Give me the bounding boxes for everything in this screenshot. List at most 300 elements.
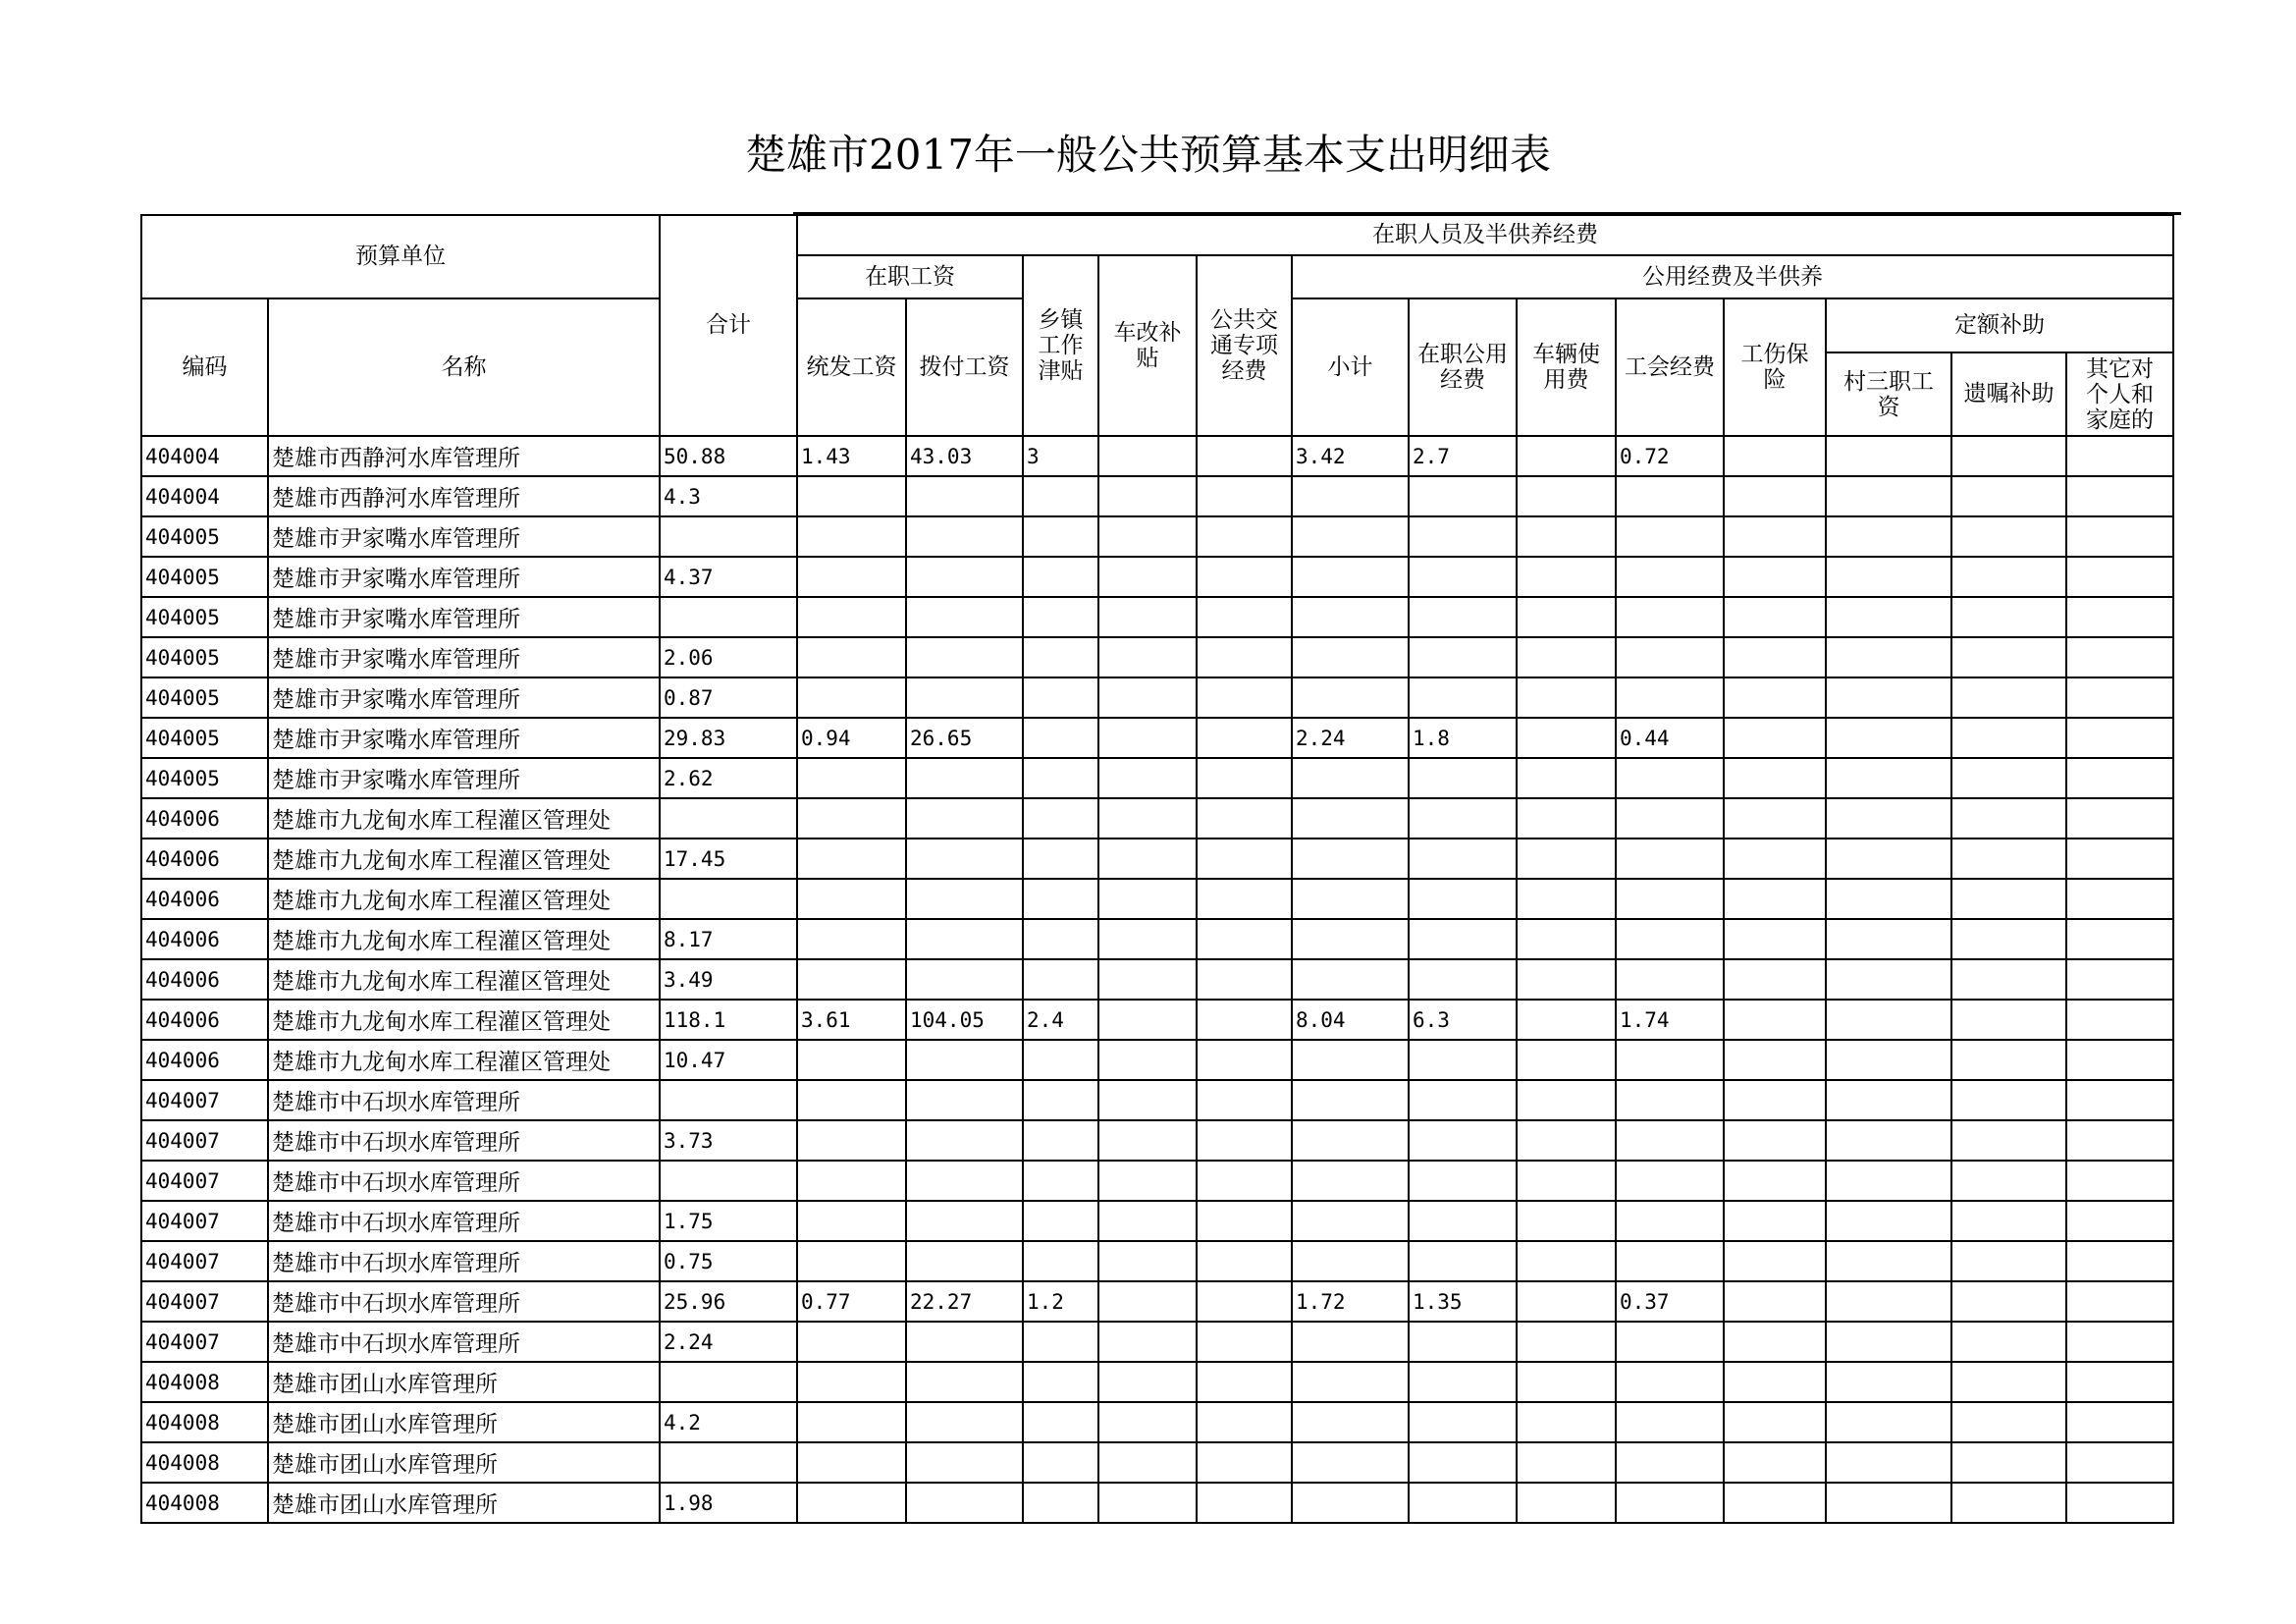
allocated-salary-cell bbox=[906, 1362, 1023, 1402]
union-fee-cell bbox=[1616, 1161, 1724, 1201]
transport-fund-cell bbox=[1197, 1040, 1292, 1080]
total-cell: 2.24 bbox=[660, 1322, 797, 1362]
transport-fund-cell bbox=[1197, 1281, 1292, 1322]
subtotal-cell bbox=[1292, 798, 1409, 839]
village-staff-cell bbox=[1826, 1000, 1951, 1040]
town-allowance-cell bbox=[1023, 1120, 1098, 1161]
header-injury-insurance-text: 工伤保险 bbox=[1740, 342, 1809, 393]
budget-table bbox=[140, 214, 2174, 1524]
transport-fund-cell bbox=[1197, 476, 1292, 516]
survivor-subsidy-cell bbox=[1951, 1161, 2066, 1201]
total-cell: 50.88 bbox=[660, 436, 797, 476]
header-transport-fund-text: 公共交通专项经费 bbox=[1210, 307, 1278, 384]
allocated-salary-cell bbox=[906, 1161, 1023, 1201]
transport-fund-cell bbox=[1197, 1120, 1292, 1161]
total-cell: 17.45 bbox=[660, 839, 797, 879]
allocated-salary-cell bbox=[906, 1120, 1023, 1161]
village-staff-cell bbox=[1826, 1080, 1951, 1120]
name-cell: 楚雄市中石坝水库管理所 bbox=[268, 1120, 660, 1161]
union-fee-cell bbox=[1616, 677, 1724, 718]
union-fee-cell bbox=[1616, 1120, 1724, 1161]
code-cell: 404005 bbox=[141, 718, 268, 758]
name-cell: 楚雄市九龙甸水库工程灌区管理处 bbox=[268, 1000, 660, 1040]
town-allowance-cell bbox=[1023, 677, 1098, 718]
name-cell: 楚雄市尹家嘴水库管理所 bbox=[268, 637, 660, 677]
subtotal-cell bbox=[1292, 1201, 1409, 1241]
survivor-subsidy-cell bbox=[1951, 1402, 2066, 1442]
vehicle-fee-cell bbox=[1517, 1362, 1616, 1402]
total-cell: 2.62 bbox=[660, 758, 797, 798]
unified-salary-cell bbox=[797, 557, 906, 597]
header-injury-insurance bbox=[1724, 298, 1826, 436]
header-budget-unit: 预算单位 bbox=[141, 215, 660, 298]
car-reform-cell bbox=[1098, 476, 1197, 516]
survivor-subsidy-cell bbox=[1951, 436, 2066, 476]
subtotal-cell bbox=[1292, 1120, 1409, 1161]
other-family-cell bbox=[2066, 1120, 2173, 1161]
unified-salary-cell bbox=[797, 476, 906, 516]
table-row bbox=[141, 919, 2173, 959]
other-family-cell bbox=[2066, 959, 2173, 1000]
header-salary: 在职工资 bbox=[797, 255, 1023, 298]
transport-fund-cell bbox=[1197, 436, 1292, 476]
injury-insurance-cell bbox=[1724, 1322, 1826, 1362]
village-staff-cell bbox=[1826, 436, 1951, 476]
survivor-subsidy-cell bbox=[1951, 1322, 2066, 1362]
staff-public-funds-cell bbox=[1409, 798, 1517, 839]
other-family-cell bbox=[2066, 436, 2173, 476]
injury-insurance-cell bbox=[1724, 1080, 1826, 1120]
survivor-subsidy-cell bbox=[1951, 839, 2066, 879]
injury-insurance-cell bbox=[1724, 516, 1826, 557]
car-reform-cell bbox=[1098, 1120, 1197, 1161]
code-cell: 404007 bbox=[141, 1080, 268, 1120]
allocated-salary-cell bbox=[906, 557, 1023, 597]
transport-fund-cell bbox=[1197, 637, 1292, 677]
other-family-cell bbox=[2066, 758, 2173, 798]
vehicle-fee-cell bbox=[1517, 436, 1616, 476]
union-fee-cell bbox=[1616, 1483, 1724, 1523]
vehicle-fee-cell bbox=[1517, 1442, 1616, 1483]
vehicle-fee-cell bbox=[1517, 758, 1616, 798]
table-row bbox=[141, 476, 2173, 516]
staff-public-funds-cell: 2.7 bbox=[1409, 436, 1517, 476]
unified-salary-cell bbox=[797, 1120, 906, 1161]
transport-fund-cell bbox=[1197, 798, 1292, 839]
staff-public-funds-cell bbox=[1409, 637, 1517, 677]
header-car-reform-text: 车改补贴 bbox=[1113, 320, 1182, 371]
car-reform-cell bbox=[1098, 436, 1197, 476]
transport-fund-cell bbox=[1197, 839, 1292, 879]
allocated-salary-cell bbox=[906, 959, 1023, 1000]
unified-salary-cell bbox=[797, 1362, 906, 1402]
unified-salary-cell: 0.94 bbox=[797, 718, 906, 758]
vehicle-fee-cell bbox=[1517, 879, 1616, 919]
allocated-salary-cell: 104.05 bbox=[906, 1000, 1023, 1040]
vehicle-fee-cell bbox=[1517, 1241, 1616, 1281]
car-reform-cell bbox=[1098, 516, 1197, 557]
town-allowance-cell bbox=[1023, 718, 1098, 758]
injury-insurance-cell bbox=[1724, 436, 1826, 476]
union-fee-cell bbox=[1616, 637, 1724, 677]
vehicle-fee-cell bbox=[1517, 1161, 1616, 1201]
other-family-cell bbox=[2066, 1442, 2173, 1483]
total-cell: 1.98 bbox=[660, 1483, 797, 1523]
table-row bbox=[141, 677, 2173, 718]
unified-salary-cell bbox=[797, 879, 906, 919]
table-row bbox=[141, 1161, 2173, 1201]
village-staff-cell bbox=[1826, 516, 1951, 557]
code-cell: 404007 bbox=[141, 1201, 268, 1241]
unified-salary-cell bbox=[797, 1161, 906, 1201]
table-row bbox=[141, 798, 2173, 839]
transport-fund-cell bbox=[1197, 1000, 1292, 1040]
injury-insurance-cell bbox=[1724, 879, 1826, 919]
subtotal-cell bbox=[1292, 1241, 1409, 1281]
name-cell: 楚雄市中石坝水库管理所 bbox=[268, 1322, 660, 1362]
car-reform-cell bbox=[1098, 1442, 1197, 1483]
header-subtotal: 小计 bbox=[1292, 298, 1409, 436]
table-row bbox=[141, 637, 2173, 677]
village-staff-cell bbox=[1826, 758, 1951, 798]
unified-salary-cell bbox=[797, 758, 906, 798]
header-public-funds: 公用经费及半供养 bbox=[1292, 255, 2173, 298]
vehicle-fee-cell bbox=[1517, 1483, 1616, 1523]
injury-insurance-cell bbox=[1724, 1281, 1826, 1322]
survivor-subsidy-cell bbox=[1951, 1080, 2066, 1120]
injury-insurance-cell bbox=[1724, 1483, 1826, 1523]
name-cell: 楚雄市尹家嘴水库管理所 bbox=[268, 718, 660, 758]
page-title: 楚雄市2017年一般公共预算基本支出明细表 bbox=[745, 131, 1551, 179]
car-reform-cell bbox=[1098, 1322, 1197, 1362]
unified-salary-cell: 0.77 bbox=[797, 1281, 906, 1322]
survivor-subsidy-cell bbox=[1951, 959, 2066, 1000]
name-cell: 楚雄市尹家嘴水库管理所 bbox=[268, 597, 660, 637]
vehicle-fee-cell bbox=[1517, 959, 1616, 1000]
survivor-subsidy-cell bbox=[1951, 597, 2066, 637]
name-cell: 楚雄市团山水库管理所 bbox=[268, 1483, 660, 1523]
village-staff-cell bbox=[1826, 1281, 1951, 1322]
town-allowance-cell bbox=[1023, 1442, 1098, 1483]
transport-fund-cell bbox=[1197, 1080, 1292, 1120]
staff-public-funds-cell bbox=[1409, 1483, 1517, 1523]
subtotal-cell bbox=[1292, 1161, 1409, 1201]
survivor-subsidy-cell bbox=[1951, 1362, 2066, 1402]
table-row bbox=[141, 1402, 2173, 1442]
header-unified-salary: 统发工资 bbox=[797, 298, 906, 436]
table-row bbox=[141, 1120, 2173, 1161]
survivor-subsidy-cell bbox=[1951, 677, 2066, 718]
total-cell: 0.87 bbox=[660, 677, 797, 718]
other-family-cell bbox=[2066, 1080, 2173, 1120]
subtotal-cell bbox=[1292, 879, 1409, 919]
unified-salary-cell bbox=[797, 798, 906, 839]
car-reform-cell bbox=[1098, 718, 1197, 758]
union-fee-cell bbox=[1616, 516, 1724, 557]
village-staff-cell bbox=[1826, 557, 1951, 597]
survivor-subsidy-cell bbox=[1951, 758, 2066, 798]
header-vehicle-fee bbox=[1517, 298, 1616, 436]
union-fee-cell: 1.74 bbox=[1616, 1000, 1724, 1040]
union-fee-cell: 0.44 bbox=[1616, 718, 1724, 758]
injury-insurance-cell bbox=[1724, 1040, 1826, 1080]
table-row bbox=[141, 1000, 2173, 1040]
header-code: 编码 bbox=[141, 298, 268, 436]
union-fee-cell: 0.72 bbox=[1616, 436, 1724, 476]
header-total: 合计 bbox=[660, 215, 797, 436]
total-cell bbox=[660, 597, 797, 637]
village-staff-cell bbox=[1826, 637, 1951, 677]
survivor-subsidy-cell bbox=[1951, 879, 2066, 919]
vehicle-fee-cell bbox=[1517, 1322, 1616, 1362]
survivor-subsidy-cell bbox=[1951, 1241, 2066, 1281]
other-family-cell bbox=[2066, 1040, 2173, 1080]
town-allowance-cell: 3 bbox=[1023, 436, 1098, 476]
village-staff-cell bbox=[1826, 677, 1951, 718]
table-row bbox=[141, 718, 2173, 758]
header-village-staff-text: 村三职工资 bbox=[1843, 368, 1934, 420]
other-family-cell bbox=[2066, 718, 2173, 758]
other-family-cell bbox=[2066, 1161, 2173, 1201]
table-row bbox=[141, 1442, 2173, 1483]
table-row bbox=[141, 1362, 2173, 1402]
subtotal-cell bbox=[1292, 959, 1409, 1000]
total-cell bbox=[660, 1442, 797, 1483]
town-allowance-cell bbox=[1023, 637, 1098, 677]
town-allowance-cell bbox=[1023, 597, 1098, 637]
car-reform-cell bbox=[1098, 959, 1197, 1000]
unified-salary-cell bbox=[797, 1442, 906, 1483]
code-cell: 404005 bbox=[141, 597, 268, 637]
union-fee-cell bbox=[1616, 476, 1724, 516]
survivor-subsidy-cell bbox=[1951, 476, 2066, 516]
car-reform-cell bbox=[1098, 1000, 1197, 1040]
total-cell: 10.47 bbox=[660, 1040, 797, 1080]
code-cell: 404005 bbox=[141, 637, 268, 677]
header-staff-public-funds bbox=[1409, 298, 1517, 436]
staff-public-funds-cell bbox=[1409, 597, 1517, 637]
staff-public-funds-cell bbox=[1409, 1442, 1517, 1483]
subtotal-cell bbox=[1292, 1080, 1409, 1120]
vehicle-fee-cell bbox=[1517, 718, 1616, 758]
header-vehicle-fee-text: 车辆使用费 bbox=[1532, 342, 1600, 393]
car-reform-cell bbox=[1098, 758, 1197, 798]
village-staff-cell bbox=[1826, 959, 1951, 1000]
staff-public-funds-cell: 1.8 bbox=[1409, 718, 1517, 758]
staff-public-funds-cell bbox=[1409, 476, 1517, 516]
other-family-cell bbox=[2066, 516, 2173, 557]
code-cell: 404008 bbox=[141, 1362, 268, 1402]
subtotal-cell: 8.04 bbox=[1292, 1000, 1409, 1040]
transport-fund-cell bbox=[1197, 677, 1292, 718]
code-cell: 404007 bbox=[141, 1120, 268, 1161]
staff-public-funds-cell bbox=[1409, 1201, 1517, 1241]
union-fee-cell bbox=[1616, 758, 1724, 798]
allocated-salary-cell bbox=[906, 1040, 1023, 1080]
other-family-cell bbox=[2066, 919, 2173, 959]
union-fee-cell bbox=[1616, 879, 1724, 919]
staff-public-funds-cell bbox=[1409, 1161, 1517, 1201]
allocated-salary-cell bbox=[906, 1322, 1023, 1362]
staff-public-funds-cell: 1.35 bbox=[1409, 1281, 1517, 1322]
transport-fund-cell bbox=[1197, 597, 1292, 637]
allocated-salary-cell: 22.27 bbox=[906, 1281, 1023, 1322]
code-cell: 404004 bbox=[141, 476, 268, 516]
subtotal-cell bbox=[1292, 557, 1409, 597]
total-cell: 3.73 bbox=[660, 1120, 797, 1161]
village-staff-cell bbox=[1826, 476, 1951, 516]
town-allowance-cell: 2.4 bbox=[1023, 1000, 1098, 1040]
injury-insurance-cell bbox=[1724, 959, 1826, 1000]
allocated-salary-cell bbox=[906, 798, 1023, 839]
survivor-subsidy-cell bbox=[1951, 1281, 2066, 1322]
total-cell bbox=[660, 879, 797, 919]
town-allowance-cell bbox=[1023, 1040, 1098, 1080]
staff-public-funds-cell bbox=[1409, 1362, 1517, 1402]
staff-public-funds-cell bbox=[1409, 1402, 1517, 1442]
subtotal-cell bbox=[1292, 597, 1409, 637]
staff-public-funds-cell bbox=[1409, 879, 1517, 919]
transport-fund-cell bbox=[1197, 516, 1292, 557]
subtotal-cell bbox=[1292, 1322, 1409, 1362]
car-reform-cell bbox=[1098, 677, 1197, 718]
total-cell: 8.17 bbox=[660, 919, 797, 959]
town-allowance-cell bbox=[1023, 839, 1098, 879]
survivor-subsidy-cell bbox=[1951, 919, 2066, 959]
name-cell: 楚雄市团山水库管理所 bbox=[268, 1442, 660, 1483]
name-cell: 楚雄市九龙甸水库工程灌区管理处 bbox=[268, 879, 660, 919]
code-cell: 404007 bbox=[141, 1322, 268, 1362]
name-cell: 楚雄市尹家嘴水库管理所 bbox=[268, 677, 660, 718]
allocated-salary-cell bbox=[906, 637, 1023, 677]
name-cell: 楚雄市西静河水库管理所 bbox=[268, 476, 660, 516]
subtotal-cell bbox=[1292, 919, 1409, 959]
car-reform-cell bbox=[1098, 1161, 1197, 1201]
car-reform-cell bbox=[1098, 1483, 1197, 1523]
allocated-salary-cell bbox=[906, 919, 1023, 959]
union-fee-cell bbox=[1616, 597, 1724, 637]
code-cell: 404006 bbox=[141, 839, 268, 879]
vehicle-fee-cell bbox=[1517, 557, 1616, 597]
transport-fund-cell bbox=[1197, 1161, 1292, 1201]
other-family-cell bbox=[2066, 637, 2173, 677]
transport-fund-cell bbox=[1197, 1442, 1292, 1483]
vehicle-fee-cell bbox=[1517, 476, 1616, 516]
staff-public-funds-cell bbox=[1409, 1120, 1517, 1161]
vehicle-fee-cell bbox=[1517, 1080, 1616, 1120]
other-family-cell bbox=[2066, 476, 2173, 516]
code-cell: 404008 bbox=[141, 1402, 268, 1442]
other-family-cell bbox=[2066, 839, 2173, 879]
union-fee-cell bbox=[1616, 919, 1724, 959]
code-cell: 404006 bbox=[141, 1040, 268, 1080]
car-reform-cell bbox=[1098, 839, 1197, 879]
car-reform-cell bbox=[1098, 1241, 1197, 1281]
name-cell: 楚雄市九龙甸水库工程灌区管理处 bbox=[268, 839, 660, 879]
other-family-cell bbox=[2066, 1241, 2173, 1281]
survivor-subsidy-cell bbox=[1951, 1120, 2066, 1161]
header-other-family-text: 其它对个人和家庭的 bbox=[2086, 355, 2155, 433]
table-row bbox=[141, 597, 2173, 637]
table-row bbox=[141, 1040, 2173, 1080]
name-cell: 楚雄市团山水库管理所 bbox=[268, 1362, 660, 1402]
header-transport-fund bbox=[1197, 255, 1292, 436]
unified-salary-cell bbox=[797, 637, 906, 677]
town-allowance-cell bbox=[1023, 1080, 1098, 1120]
name-cell: 楚雄市尹家嘴水库管理所 bbox=[268, 516, 660, 557]
code-cell: 404006 bbox=[141, 1000, 268, 1040]
code-cell: 404006 bbox=[141, 798, 268, 839]
vehicle-fee-cell bbox=[1517, 1281, 1616, 1322]
injury-insurance-cell bbox=[1724, 1120, 1826, 1161]
subtotal-cell bbox=[1292, 758, 1409, 798]
injury-insurance-cell bbox=[1724, 839, 1826, 879]
subtotal-cell bbox=[1292, 1483, 1409, 1523]
code-cell: 404005 bbox=[141, 758, 268, 798]
vehicle-fee-cell bbox=[1517, 919, 1616, 959]
staff-public-funds-cell bbox=[1409, 959, 1517, 1000]
allocated-salary-cell bbox=[906, 1442, 1023, 1483]
union-fee-cell bbox=[1616, 1402, 1724, 1442]
unified-salary-cell bbox=[797, 516, 906, 557]
injury-insurance-cell bbox=[1724, 1442, 1826, 1483]
survivor-subsidy-cell bbox=[1951, 1040, 2066, 1080]
village-staff-cell bbox=[1826, 718, 1951, 758]
total-cell: 4.3 bbox=[660, 476, 797, 516]
allocated-salary-cell: 26.65 bbox=[906, 718, 1023, 758]
other-family-cell bbox=[2066, 597, 2173, 637]
transport-fund-cell bbox=[1197, 718, 1292, 758]
vehicle-fee-cell bbox=[1517, 1402, 1616, 1442]
unified-salary-cell bbox=[797, 1402, 906, 1442]
union-fee-cell bbox=[1616, 959, 1724, 1000]
allocated-salary-cell bbox=[906, 1483, 1023, 1523]
car-reform-cell bbox=[1098, 1201, 1197, 1241]
injury-insurance-cell bbox=[1724, 1402, 1826, 1442]
staff-public-funds-cell bbox=[1409, 557, 1517, 597]
code-cell: 404008 bbox=[141, 1483, 268, 1523]
total-cell: 1.75 bbox=[660, 1201, 797, 1241]
town-allowance-cell bbox=[1023, 1483, 1098, 1523]
town-allowance-cell bbox=[1023, 1362, 1098, 1402]
staff-public-funds-cell bbox=[1409, 839, 1517, 879]
code-cell: 404005 bbox=[141, 516, 268, 557]
car-reform-cell bbox=[1098, 798, 1197, 839]
total-cell: 25.96 bbox=[660, 1281, 797, 1322]
subtotal-cell bbox=[1292, 476, 1409, 516]
staff-public-funds-cell bbox=[1409, 1322, 1517, 1362]
name-cell: 楚雄市中石坝水库管理所 bbox=[268, 1241, 660, 1281]
table-row bbox=[141, 516, 2173, 557]
header-town-allowance bbox=[1023, 255, 1098, 436]
other-family-cell bbox=[2066, 1483, 2173, 1523]
header-staff-funding: 在职人员及半供养经费 bbox=[797, 215, 2173, 255]
injury-insurance-cell bbox=[1724, 1362, 1826, 1402]
total-cell: 118.1 bbox=[660, 1000, 797, 1040]
table-row bbox=[141, 758, 2173, 798]
name-cell: 楚雄市尹家嘴水库管理所 bbox=[268, 758, 660, 798]
subtotal-cell bbox=[1292, 839, 1409, 879]
subtotal-cell bbox=[1292, 1040, 1409, 1080]
code-cell: 404006 bbox=[141, 919, 268, 959]
table-row bbox=[141, 1201, 2173, 1241]
total-cell bbox=[660, 1080, 797, 1120]
name-cell: 楚雄市中石坝水库管理所 bbox=[268, 1281, 660, 1322]
car-reform-cell bbox=[1098, 1362, 1197, 1402]
subtotal-cell bbox=[1292, 1362, 1409, 1402]
injury-insurance-cell bbox=[1724, 718, 1826, 758]
union-fee-cell bbox=[1616, 1442, 1724, 1483]
